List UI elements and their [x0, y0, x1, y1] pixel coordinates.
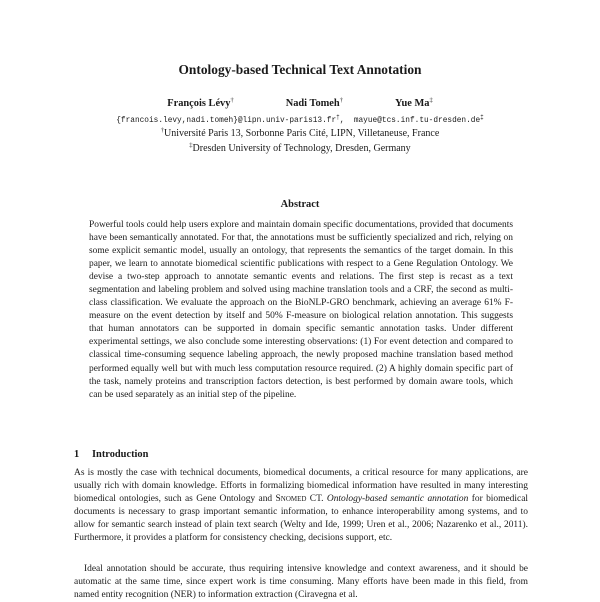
paper-title: Ontology-based Technical Text Annotation: [178, 62, 422, 77]
intro-paragraph-2: Ideal annotation should be accurate, thus requiring intensive knowledge and context awareness, and it should be automatic at the same time, since expert work is time consuming. Many efforts have been made in this field, from named entity recognition (NER) to information extraction (Ciravegna et al.: [74, 564, 528, 601]
email-dresden: mayue@tcs.inf.tu-dresden.de: [353, 117, 481, 125]
author-emails: [0, 114, 600, 125]
affiliation-mark: ‡: [189, 142, 193, 149]
affiliation-text: Dresden University of Technology, Dresden, Germany: [192, 143, 411, 154]
intro-text: As is mostly the case with technical documents, biomedical documents, a critical resource for many applications, are usually rich with domain knowledge. Efforts in formalizing biomedical information have resulted in many interesting biomedical ontologies, such as Gene Ontology and: [74, 468, 528, 505]
author: [395, 97, 433, 109]
email-lipn: {francois.levy,nadi.tomeh}@lipn.univ-paris13.fr: [116, 117, 337, 125]
author: [286, 97, 343, 109]
author-mark: †: [339, 97, 343, 104]
author-name: Yue Ma: [394, 98, 430, 109]
section-heading: [74, 449, 148, 460]
affiliation-text: Université Paris 13, Sorbonne Paris Cité, LIPN, Villetaneuse, France: [163, 128, 440, 139]
snomed-term: Snomed: [275, 494, 307, 505]
intro-text: CT.: [306, 494, 327, 505]
intro-paragraph-1: [74, 467, 528, 545]
author-list: [0, 97, 600, 109]
abstract-heading: Abstract: [280, 199, 320, 210]
author-name: Nadi Tomeh: [285, 98, 340, 109]
author: [167, 97, 233, 109]
affiliation-mark: †: [160, 127, 164, 134]
affiliation-dresden: [0, 142, 600, 154]
section-title: Introduction: [92, 449, 149, 460]
emphasis-term: Ontology-based semantic annotation: [326, 494, 469, 505]
section-number: 1: [74, 449, 80, 460]
email-mark: ‡: [480, 114, 484, 121]
affiliation-paris: [0, 127, 600, 139]
abstract-text: Powerful tools could help users explore and maintain domain specific documentations, provided that documents have been semantically annotated. For that, the annotations must be sufficiently specialized and rich, relying on some explicit semantic model, usually an ontology, that represents the semantics of the target domain. In this paper, we learn to annotate biomedical scientific publications with respect to a Gene Regulation Ontology. We devise a two-step approach to annotate semantic events and relations. The first step is recast as a text segmentation and labeling problem and solved using machine translation tools and a CRF, the second as multi-class classification. We evaluate the approach on the BioNLP-GRO benchmark, achieving an average 61% F-measure on the event detection by itself and 50% F-measure on biological relation annotation. This suggests that human annotators can be supported in domain specific semantic annotation tasks. Under different experimental settings, we also conclude some interesting observations: (1) For event detection and compared to classical time-consuming sequence labeling approach, the newly proposed machine translation based method performed equally well but with much less computation resource required. (2) A highly domain specific part of the task, namely proteins and transcription factors detection, is best performed by domain aware tools, which can be used separately as an initial step of the pipeline.: [89, 220, 513, 400]
author-name: François Lévy: [167, 98, 231, 109]
email-separator: ,: [339, 117, 354, 125]
author-mark: †: [230, 97, 234, 104]
email-mark: †: [336, 114, 340, 121]
author-mark: ‡: [429, 97, 433, 104]
intro-text: for biomedical documents is necessary to grasp important semantic information, to enhance interoperability among systems, and to allow for semantic search instead of plain text search (Welty and Ide, 1999; Uren et al., 2006; Nazarenko et al., 2011). Furthermore, it provides a platform for consistency checking, decisions support, etc.: [74, 494, 529, 544]
